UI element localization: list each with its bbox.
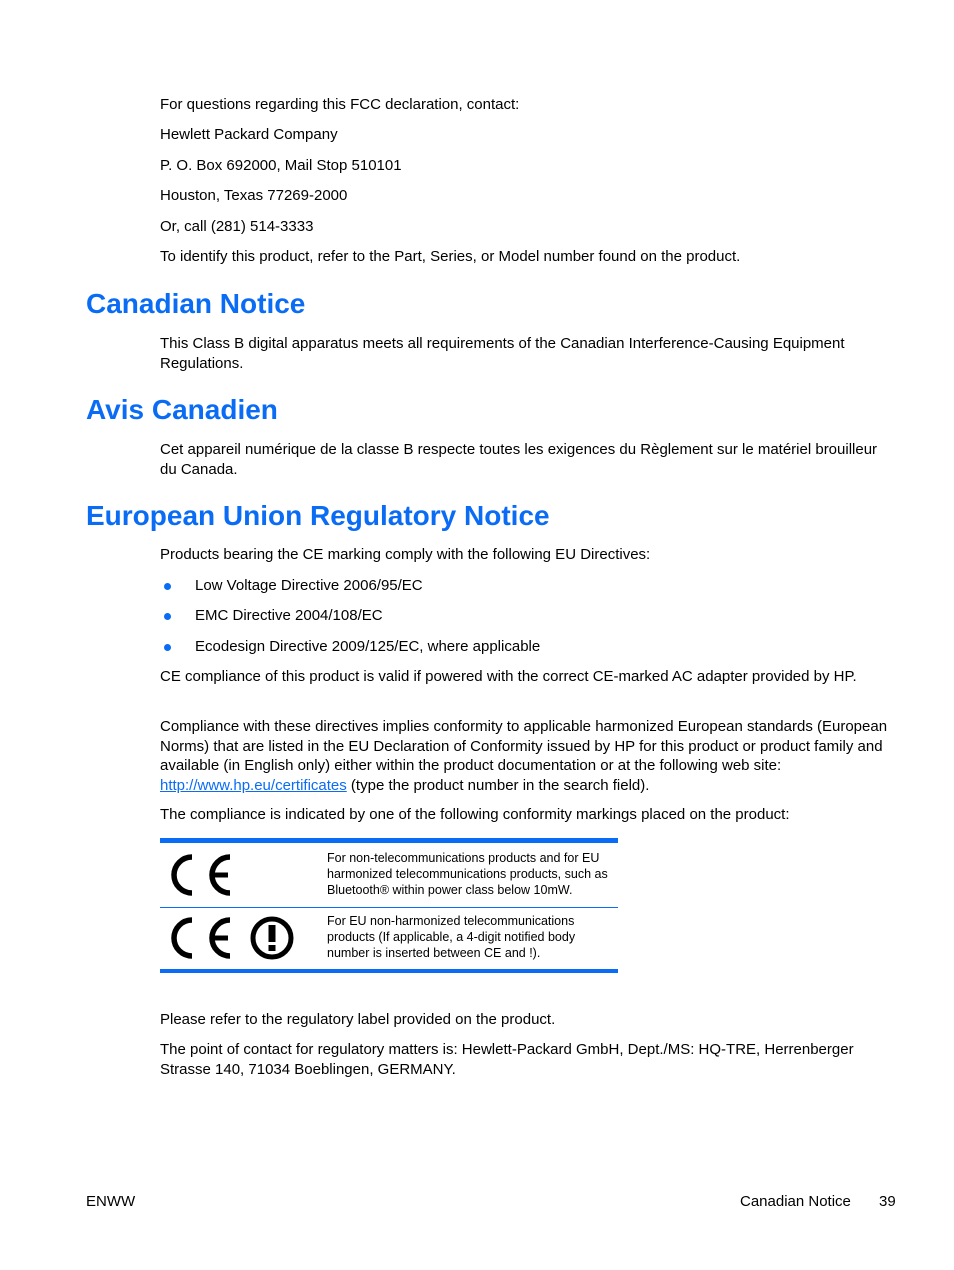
footer-left-label: ENWW <box>86 1193 136 1210</box>
eu-markings-intro: The compliance is indicated by one of the following conformity markings placed on the product: <box>160 806 790 823</box>
regulatory-label-note: Please refer to the regulatory label provided on the product. <box>160 1011 556 1028</box>
regulatory-contact: The point of contact for regulatory matters is: Hewlett-Packard GmbH, Dept./MS: HQ-TRE, Herrenberger Strasse 140, 71034 Boeblingen, GERMANY. <box>160 1041 854 1078</box>
fcc-identify: To identify this product, refer to the Part, Series, or Model number found on the product. <box>160 248 741 265</box>
certificates-link[interactable]: http://www.hp.eu/certificates <box>160 776 347 794</box>
avis-canadien-heading: Avis Canadien <box>86 394 278 425</box>
bullet-icon <box>164 583 171 590</box>
ce-alert-mark-icon <box>168 914 296 962</box>
footer-section-title: Canadian Notice <box>740 1193 851 1210</box>
eu-adapter-note: CE compliance of this product is valid if powered with the correct CE-marked AC adapter provided by HP. <box>160 668 857 685</box>
table-rule-middle <box>160 907 618 908</box>
fcc-city: Houston, Texas 77269-2000 <box>160 187 348 204</box>
ce-markings-table <box>160 838 618 974</box>
canadian-notice-body: This Class B digital apparatus meets all requirements of the Canadian Interference-Causing Equipment Regulations. <box>160 335 845 372</box>
canadian-notice-heading: Canadian Notice <box>86 288 306 319</box>
bullet-icon <box>164 613 171 620</box>
fcc-po-box: P. O. Box 692000, Mail Stop 510101 <box>160 157 402 174</box>
eu-compliance-text: Compliance with these directives implies conformity to applicable harmonized European standards (European Norms) that are listed in the EU Declaration of Conformity issued by HP for this product or product family and available (in English only) either within the product documentation or at the following web site: <box>160 718 888 774</box>
fcc-contact-intro: For questions regarding this FCC declaration, contact: <box>160 96 520 113</box>
ce-alert-mark-description: For EU non-harmonized telecommunications products (If applicable, a 4-digit notified body number is inserted between CE and !). <box>327 914 576 960</box>
directive-label: EMC Directive 2004/108/EC <box>195 607 383 624</box>
avis-canadien-body: Cet appareil numérique de la classe B respecte toutes les exigences du Règlement sur le matériel brouilleur du Canada. <box>160 441 878 478</box>
footer-page-number: 39 <box>879 1193 896 1210</box>
eu-notice-intro: Products bearing the CE marking comply with the following EU Directives: <box>160 546 651 563</box>
fcc-phone: Or, call (281) 514-3333 <box>160 218 314 235</box>
table-rule-bottom <box>160 969 618 973</box>
eu-notice-heading: European Union Regulatory Notice <box>86 500 550 531</box>
ce-mark-description: For non-telecommunications products and for EU harmonized telecommunications products, such as Bluetooth® within power class below 10mW. <box>327 851 608 897</box>
table-rule-top <box>160 838 618 843</box>
directive-label: Ecodesign Directive 2009/125/EC, where applicable <box>195 638 541 655</box>
eu-compliance-paragraph <box>160 717 890 795</box>
ce-mark-icon <box>168 852 236 898</box>
directive-label: Low Voltage Directive 2006/95/EC <box>195 577 423 594</box>
bullet-icon <box>164 644 171 651</box>
fcc-company: Hewlett Packard Company <box>160 126 338 143</box>
eu-compliance-text-end: (type the product number in the search field). <box>346 776 650 794</box>
